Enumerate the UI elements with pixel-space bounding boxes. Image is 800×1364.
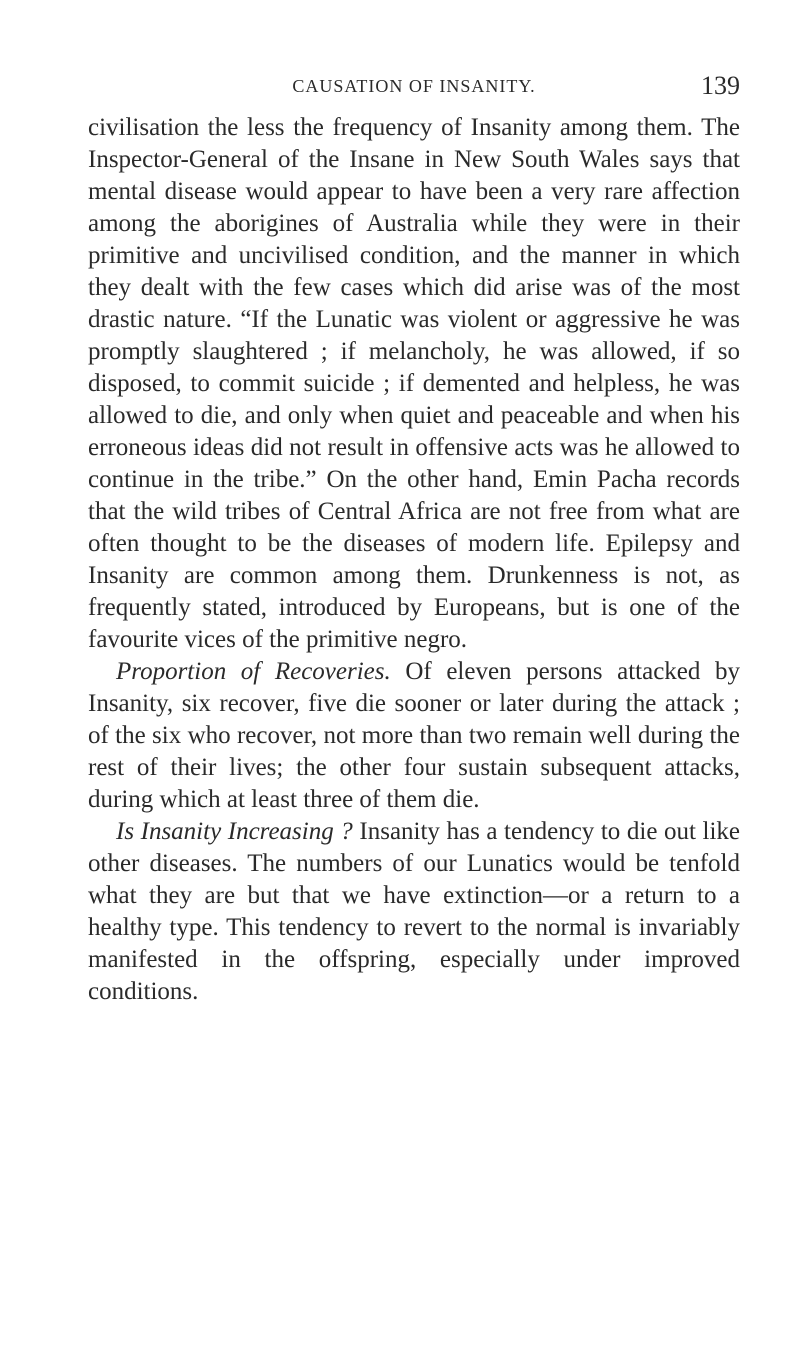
running-head: CAUSATION OF INSANITY. <box>292 76 536 96</box>
paragraph-text: civilisation the less the frequency of Insanity among them. The Inspector-General of the Insane in New South Wales says that mental disease would appear to have been a very rare affection among the aborigines of Australia while they were in their primitive and uncivilised condition, and the manner in which they dealt with the few cases which did arise was of the most drastic nature. “If the Lunatic was violent or aggressive he was promptly slaughtered ; if melancholy, he was allowed, if so disposed, to commit suicide ; if demented and helpless, he was allowed to die, and only when quiet and peaceable and when his erroneous ideas did not result in offensive acts was he allowed to continue in the tribe.” On the other hand, Emin Pacha records that the wild tribes of Central Africa are not free from what are often thought to be the diseases of modern life. Epilepsy and Insanity are common among them. Drunkenness is not, as frequently stated, introduced by Europeans, but is one of the favourite vices of the primitive negro. <box>88 114 740 653</box>
page-header <box>88 70 740 102</box>
section-heading: Proportion of Recoveries. <box>116 658 391 685</box>
paragraph-civilisation <box>88 112 740 656</box>
page-number: 139 <box>701 71 740 100</box>
section-heading: Is Insanity Increasing ? <box>116 818 353 845</box>
paragraph-proportion-of-recoveries <box>88 656 740 816</box>
paragraph-text: Of eleven persons attacked by Insanity, six recover, five die sooner or later during the attack ; of the six who recover, not more than two remain well during the rest of their lives; the other four sustain subsequent attacks, during which at least three of them die. <box>88 658 740 813</box>
paragraph-is-insanity-increasing <box>88 816 740 1008</box>
body-text <box>88 112 740 1008</box>
paragraph-text: Insanity has a tendency to die out like other diseases. The numbers of our Lunatics would be tenfold what they are but that we have extinction—or a return to a healthy type. This tendency to revert to the normal is invariably manifested in the offspring, especially under improved conditions. <box>88 818 740 1005</box>
